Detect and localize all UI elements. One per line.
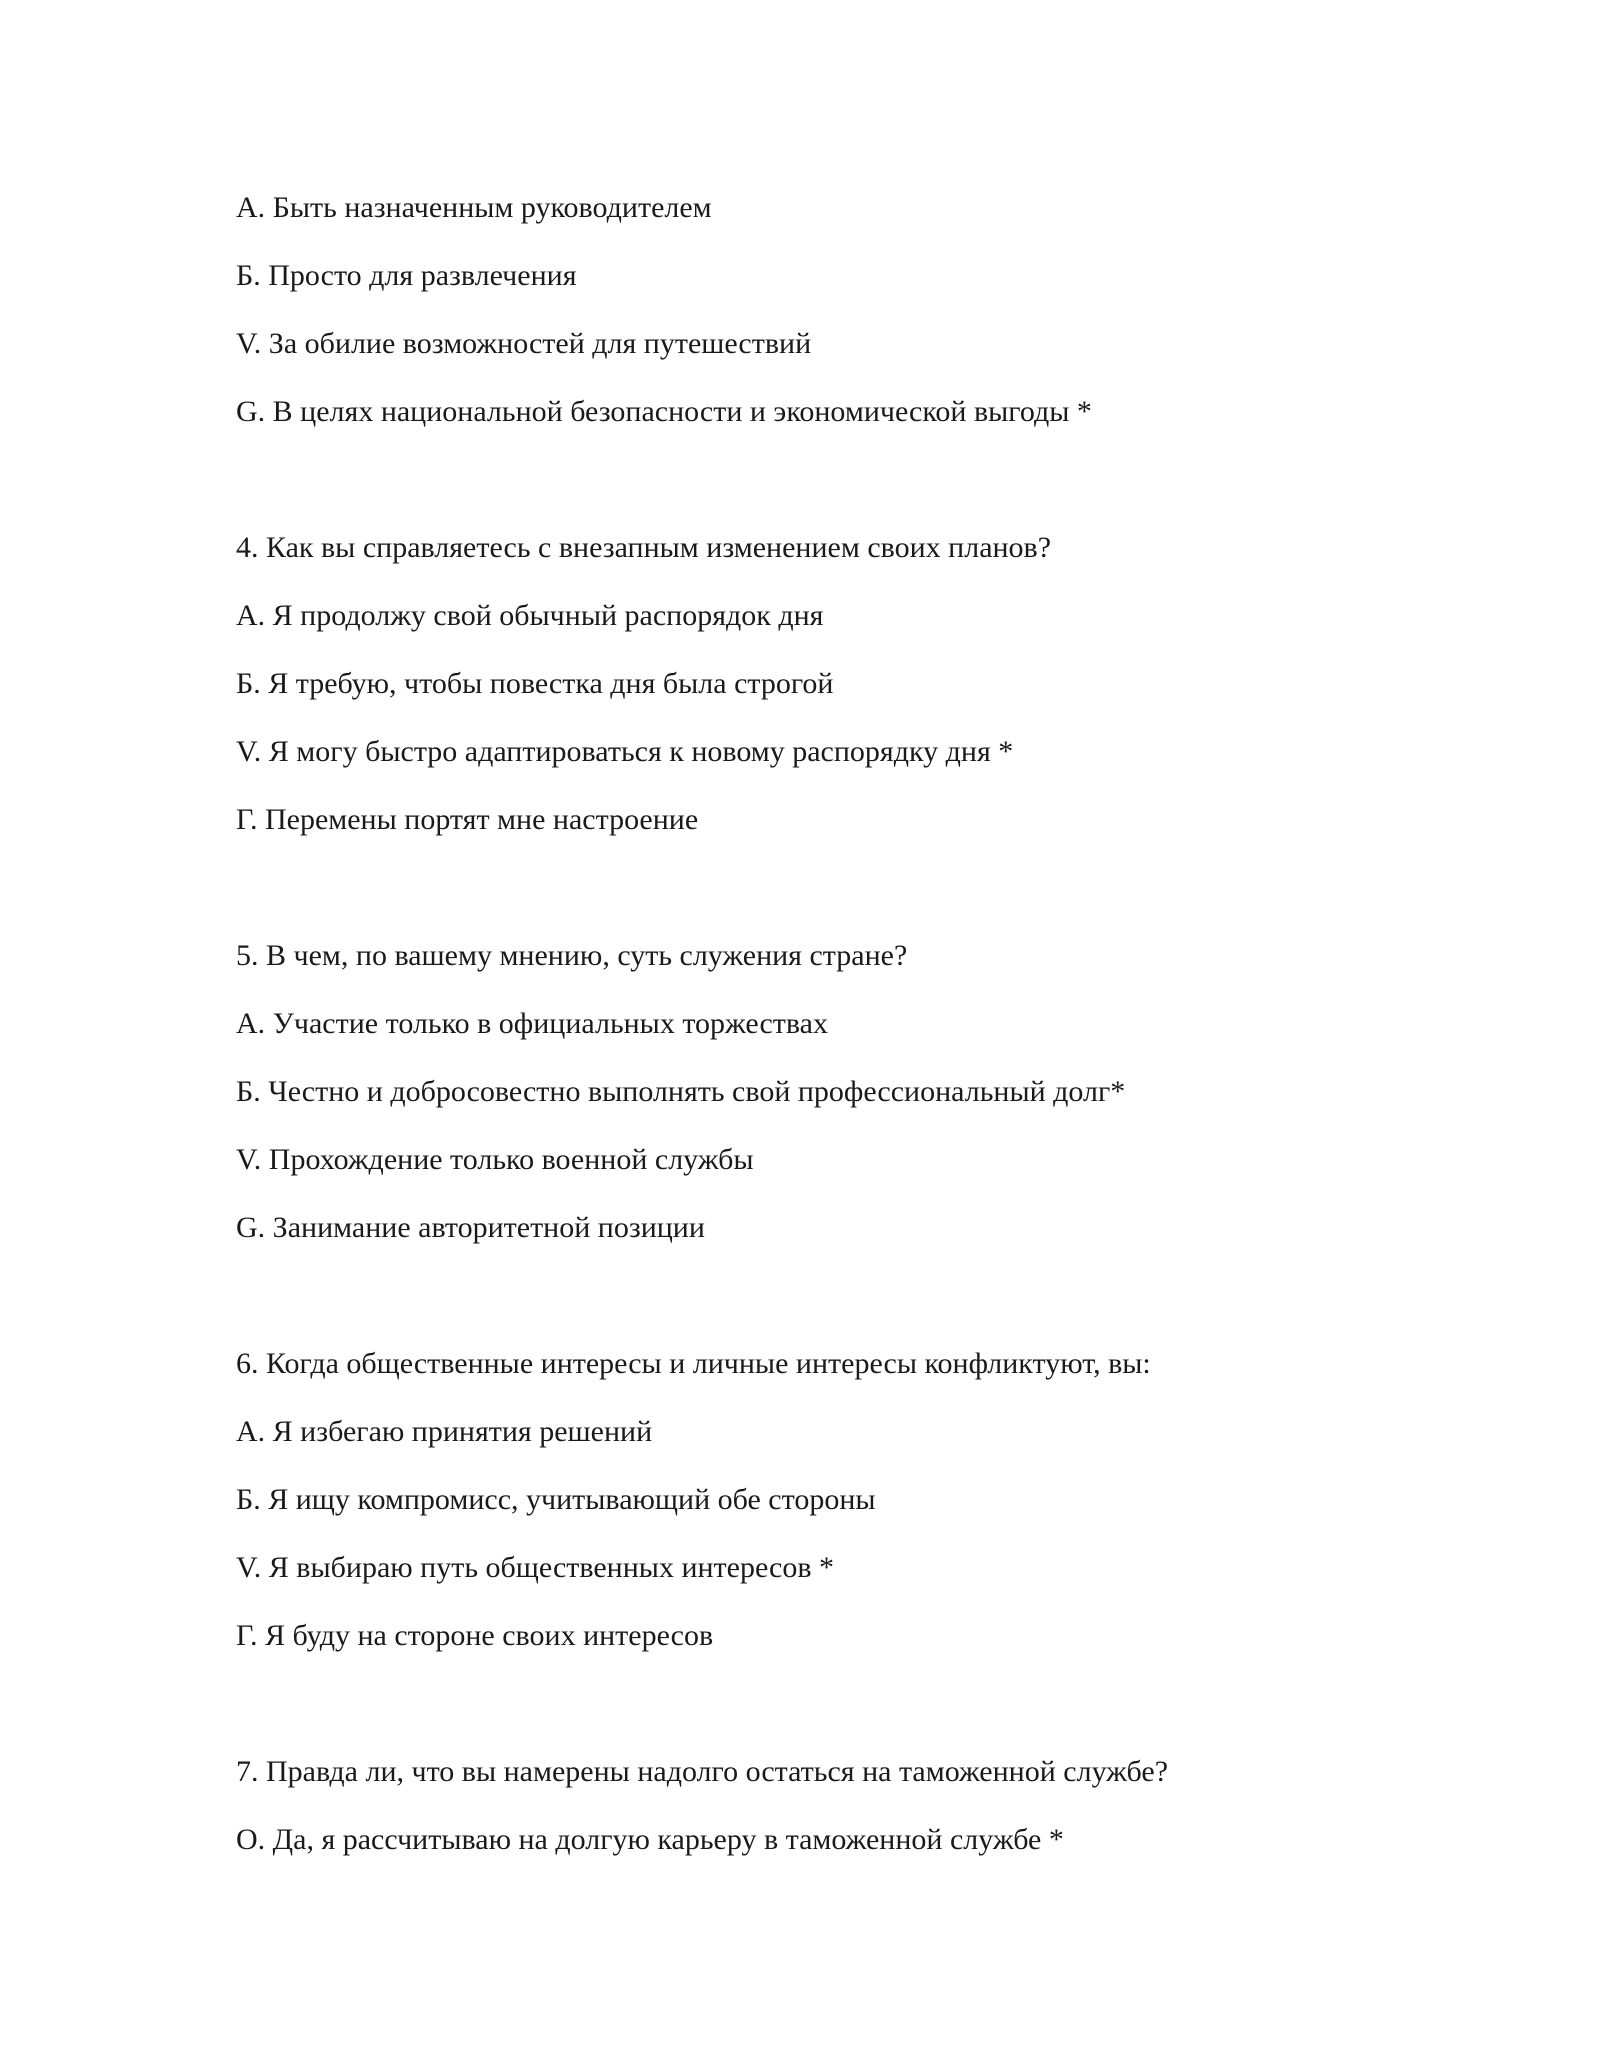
question-4-option-a: А. Я продолжу свой обычный распорядок дня (236, 599, 824, 632)
question-5-option-a: А. Участие только в официальных торжествах (236, 1007, 828, 1040)
question-4: 4. Как вы справляетесь с внезапным изменением своих планов? (236, 531, 1052, 564)
question-6-option-v: V. Я выбираю путь общественных интересов * (236, 1551, 835, 1584)
question-7-option-o: О. Да, я рассчитываю на долгую карьеру в таможенной службе * (236, 1823, 1064, 1856)
option-g: G. В целях национальной безопасности и экономической выгоды * (236, 395, 1092, 428)
option-a: А. Быть назначенным руководителем (236, 191, 712, 224)
question-5: 5. В чем, по вашему мнению, суть служения стране? (236, 939, 908, 972)
question-5-option-b: Б. Честно и добросовестно выполнять свой профессиональный долг* (236, 1075, 1126, 1108)
question-6-option-g: Г. Я буду на стороне своих интересов (236, 1619, 714, 1652)
question-5-option-g: G. Занимание авторитетной позиции (236, 1211, 705, 1244)
question-4-option-g: Г. Перемены портят мне настроение (236, 803, 699, 836)
question-7: 7. Правда ли, что вы намерены надолго остаться на таможенной службе? (236, 1755, 1169, 1788)
question-5-option-v: V. Прохождение только военной службы (236, 1143, 754, 1176)
question-6-option-b: Б. Я ищу компромисс, учитывающий обе стороны (236, 1483, 876, 1516)
question-6: 6. Когда общественные интересы и личные интересы конфликтуют, вы: (236, 1347, 1151, 1380)
option-b: Б. Просто для развлечения (236, 259, 577, 292)
question-6-option-a: А. Я избегаю принятия решений (236, 1415, 653, 1448)
question-4-option-b: Б. Я требую, чтобы повестка дня была строгой (236, 667, 834, 700)
option-v: V. За обилие возможностей для путешествий (236, 327, 812, 360)
question-4-option-v: V. Я могу быстро адаптироваться к новому распорядку дня * (236, 735, 1014, 768)
